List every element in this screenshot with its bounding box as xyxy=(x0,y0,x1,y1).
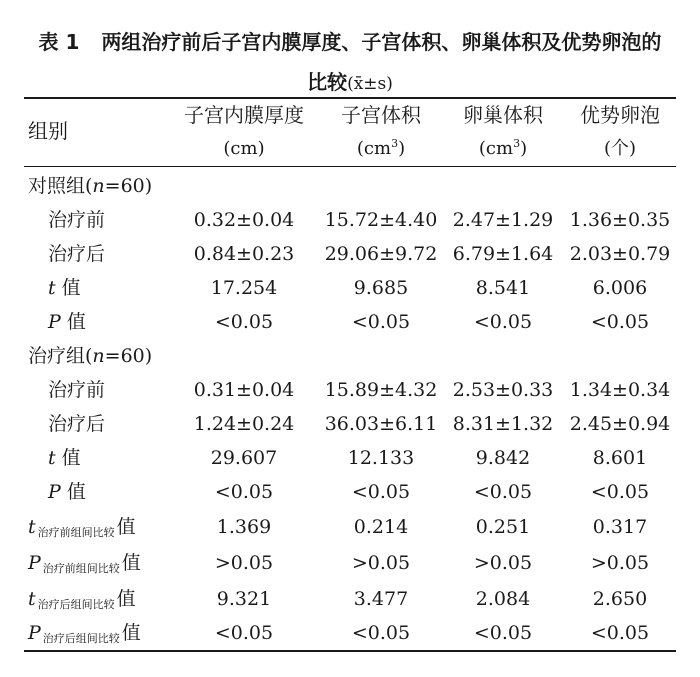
cell: 29.607 xyxy=(210,447,278,469)
cell: 6.006 xyxy=(592,277,648,299)
table-caption-line2 xyxy=(0,66,700,95)
cell: <0.05 xyxy=(473,622,533,644)
table-row xyxy=(0,237,700,271)
row-label: 治疗前 xyxy=(48,379,106,401)
cell: 8.601 xyxy=(592,447,648,469)
cell: <0.05 xyxy=(590,622,650,644)
cell: 17.254 xyxy=(210,277,278,299)
cell: >0.05 xyxy=(473,552,533,574)
cell: 8.31±1.32 xyxy=(452,413,554,435)
header-dominant-follicle-unit: (个) xyxy=(603,138,637,159)
header-ovary-volume-unit: $(cm^3)$ xyxy=(478,137,528,159)
cell: <0.05 xyxy=(351,481,411,503)
header-ovary-volume-name: 卵巢体积 xyxy=(463,103,543,127)
cell: 36.03±6.11 xyxy=(324,413,438,435)
row-label: P $_{治疗前组间比较}$ 值 xyxy=(28,552,141,575)
cell: 0.214 xyxy=(353,516,409,538)
cell: 8.541 xyxy=(475,277,531,299)
cell: 2.03±0.79 xyxy=(569,243,671,265)
cell: 0.84±0.23 xyxy=(193,243,295,265)
cell: <0.05 xyxy=(214,481,274,503)
cell: <0.05 xyxy=(214,311,274,333)
cell: 0.31±0.04 xyxy=(193,379,295,401)
table-row xyxy=(0,407,700,441)
cell: <0.05 xyxy=(473,481,533,503)
cell: 2.650 xyxy=(592,588,648,610)
header-rule xyxy=(24,166,676,167)
cell: 29.06±9.72 xyxy=(324,243,438,265)
header-endometrium-name: 子宫内膜厚度 xyxy=(184,103,304,127)
table-caption xyxy=(0,26,700,55)
row-label: t 值 xyxy=(48,447,81,469)
cell: <0.05 xyxy=(590,311,650,333)
cell: 9.842 xyxy=(475,447,531,469)
cell: <0.05 xyxy=(590,481,650,503)
table-title-line2: 比较 xyxy=(307,70,348,94)
cell: <0.05 xyxy=(214,622,274,644)
section-header-treatment xyxy=(0,339,700,373)
cell: 2.53±0.33 xyxy=(452,379,554,401)
cell: 0.317 xyxy=(592,516,648,538)
cell: <0.05 xyxy=(473,311,533,333)
table-title-line1: 两组治疗前后子宫内膜厚度、子宫体积、卵巢体积及优势卵泡的 xyxy=(101,30,662,54)
table-row xyxy=(0,203,700,237)
table-number: 表 1 xyxy=(38,30,80,54)
table-row xyxy=(0,582,700,616)
table-row xyxy=(0,510,700,544)
table-row xyxy=(0,441,700,475)
table-row xyxy=(0,373,700,407)
row-label: t $_{治疗前组间比较}$ 值 xyxy=(28,516,136,539)
header-uterus-volume-unit: $(cm^3)$ xyxy=(356,137,406,159)
cell: 12.133 xyxy=(347,447,415,469)
row-label: 治疗后 xyxy=(48,243,106,265)
row-label: P 值 xyxy=(48,481,86,503)
cell: >0.05 xyxy=(214,552,274,574)
cell: 2.084 xyxy=(475,588,531,610)
cell: 2.45±0.94 xyxy=(569,413,671,435)
top-rule xyxy=(24,97,676,99)
row-label: 治疗前 xyxy=(48,209,106,231)
table-row xyxy=(0,616,700,650)
header-uterus-volume-name: 子宫体积 xyxy=(341,103,421,127)
row-label: 治疗后 xyxy=(48,413,106,435)
cell: <0.05 xyxy=(351,311,411,333)
table-row xyxy=(0,546,700,580)
cell: >0.05 xyxy=(351,552,411,574)
section-label: 对照组(n=60) xyxy=(28,175,153,197)
header-group: 组别 xyxy=(28,119,68,143)
row-label: t $_{治疗后组间比较}$ 值 xyxy=(28,588,136,611)
cell: 1.34±0.34 xyxy=(569,379,671,401)
cell: 15.72±4.40 xyxy=(324,209,438,231)
section-label: 治疗组(n=60) xyxy=(28,345,153,367)
header-dominant-follicle xyxy=(545,104,695,160)
cell: 6.79±1.64 xyxy=(452,243,554,265)
cell: 1.24±0.24 xyxy=(193,413,295,435)
cell: 0.32±0.04 xyxy=(193,209,295,231)
table-row xyxy=(0,271,700,305)
header-endometrium-unit: (cm) xyxy=(223,138,265,159)
cell: 15.89±4.32 xyxy=(324,379,438,401)
header-endometrium xyxy=(169,104,319,160)
header-dominant-follicle-name: 优势卵泡 xyxy=(580,103,660,127)
cell: 9.685 xyxy=(353,277,409,299)
row-label: P 值 xyxy=(48,311,86,333)
cell: 3.477 xyxy=(353,588,409,610)
stat-notation: (x̄±s) xyxy=(347,74,393,94)
cell: 2.47±1.29 xyxy=(452,209,554,231)
cell: 1.36±0.35 xyxy=(569,209,671,231)
cell: 9.321 xyxy=(216,588,272,610)
cell: 1.369 xyxy=(216,516,272,538)
cell: <0.05 xyxy=(351,622,411,644)
section-header-control xyxy=(0,169,700,203)
cell: >0.05 xyxy=(590,552,650,574)
cell: 0.251 xyxy=(475,516,531,538)
table-row xyxy=(0,475,700,509)
row-label: t 值 xyxy=(48,277,81,299)
table-row xyxy=(0,305,700,339)
row-label: P $_{治疗后组间比较}$ 值 xyxy=(28,622,141,645)
